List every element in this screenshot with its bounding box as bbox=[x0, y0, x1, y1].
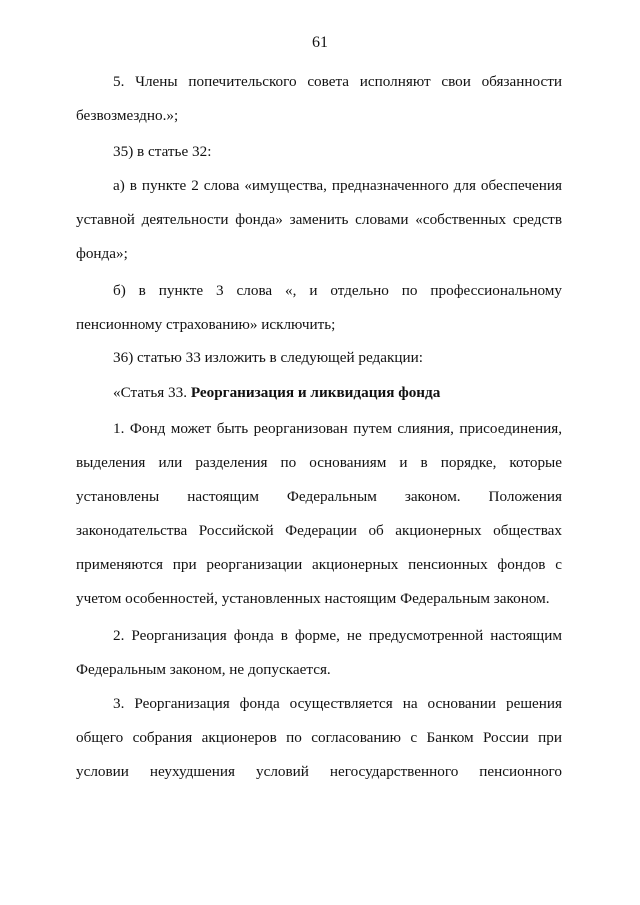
text-line bbox=[76, 382, 562, 416]
paragraph-point-3 bbox=[76, 693, 562, 795]
text-line: установлены настоящим Федеральным законом. Положения bbox=[76, 488, 562, 505]
paragraph-item-a bbox=[76, 175, 562, 277]
text-line: 2. Реорганизация фонда в форме, не предусмотренной настоящим bbox=[113, 627, 562, 644]
paragraph-item-35 bbox=[76, 141, 562, 175]
text-line: 36) статью 33 изложить в следующей редакции: bbox=[113, 349, 423, 366]
text-line: выделения или разделения по основаниям и в порядке, которые bbox=[76, 454, 562, 471]
paragraph-point-1 bbox=[76, 418, 562, 622]
page-number: 61 bbox=[312, 34, 328, 51]
text-line: б) в пункте 3 слова «, и отдельно по профессиональному bbox=[113, 282, 562, 299]
text-line: условии неухудшения условий негосударственного пенсионного bbox=[76, 763, 562, 780]
text-line: 3. Реорганизация фонда осуществляется на основании решения bbox=[113, 695, 562, 712]
text-line: а) в пункте 2 слова «имущества, предназначенного для обеспечения bbox=[113, 177, 562, 194]
text-line: Федеральным законом, не допускается. bbox=[76, 661, 331, 678]
article-title: Реорганизация и ликвидация фонда bbox=[190, 384, 441, 401]
paragraph-point-2 bbox=[76, 625, 562, 693]
text-line: законодательства Российской Федерации об акционерных обществах bbox=[76, 522, 562, 539]
text-line: безвозмездно.»; bbox=[76, 107, 179, 124]
article-heading bbox=[76, 382, 562, 416]
article-label: «Статья 33. bbox=[113, 384, 191, 401]
text-line: уставной деятельности фонда» заменить словами «собственных средств bbox=[76, 211, 562, 228]
paragraph-trustees bbox=[76, 71, 562, 139]
text-line: фонда»; bbox=[76, 245, 128, 262]
paragraph-item-36 bbox=[76, 347, 562, 381]
text-line: учетом особенностей, установленных настоящим Федеральным законом. bbox=[76, 590, 550, 607]
text-line: 1. Фонд может быть реорганизован путем слияния, присоединения, bbox=[113, 420, 562, 437]
text-line: 5. Члены попечительского совета исполняют свои обязанности bbox=[113, 73, 562, 90]
text-line: пенсионному страхованию» исключить; bbox=[76, 316, 336, 333]
text-line: общего собрания акционеров по согласованию с Банком России при bbox=[76, 729, 562, 746]
text-line: применяются при реорганизации акционерных пенсионных фондов с bbox=[76, 556, 562, 573]
text-line: 35) в статье 32: bbox=[113, 143, 212, 160]
paragraph-item-b bbox=[76, 280, 562, 348]
